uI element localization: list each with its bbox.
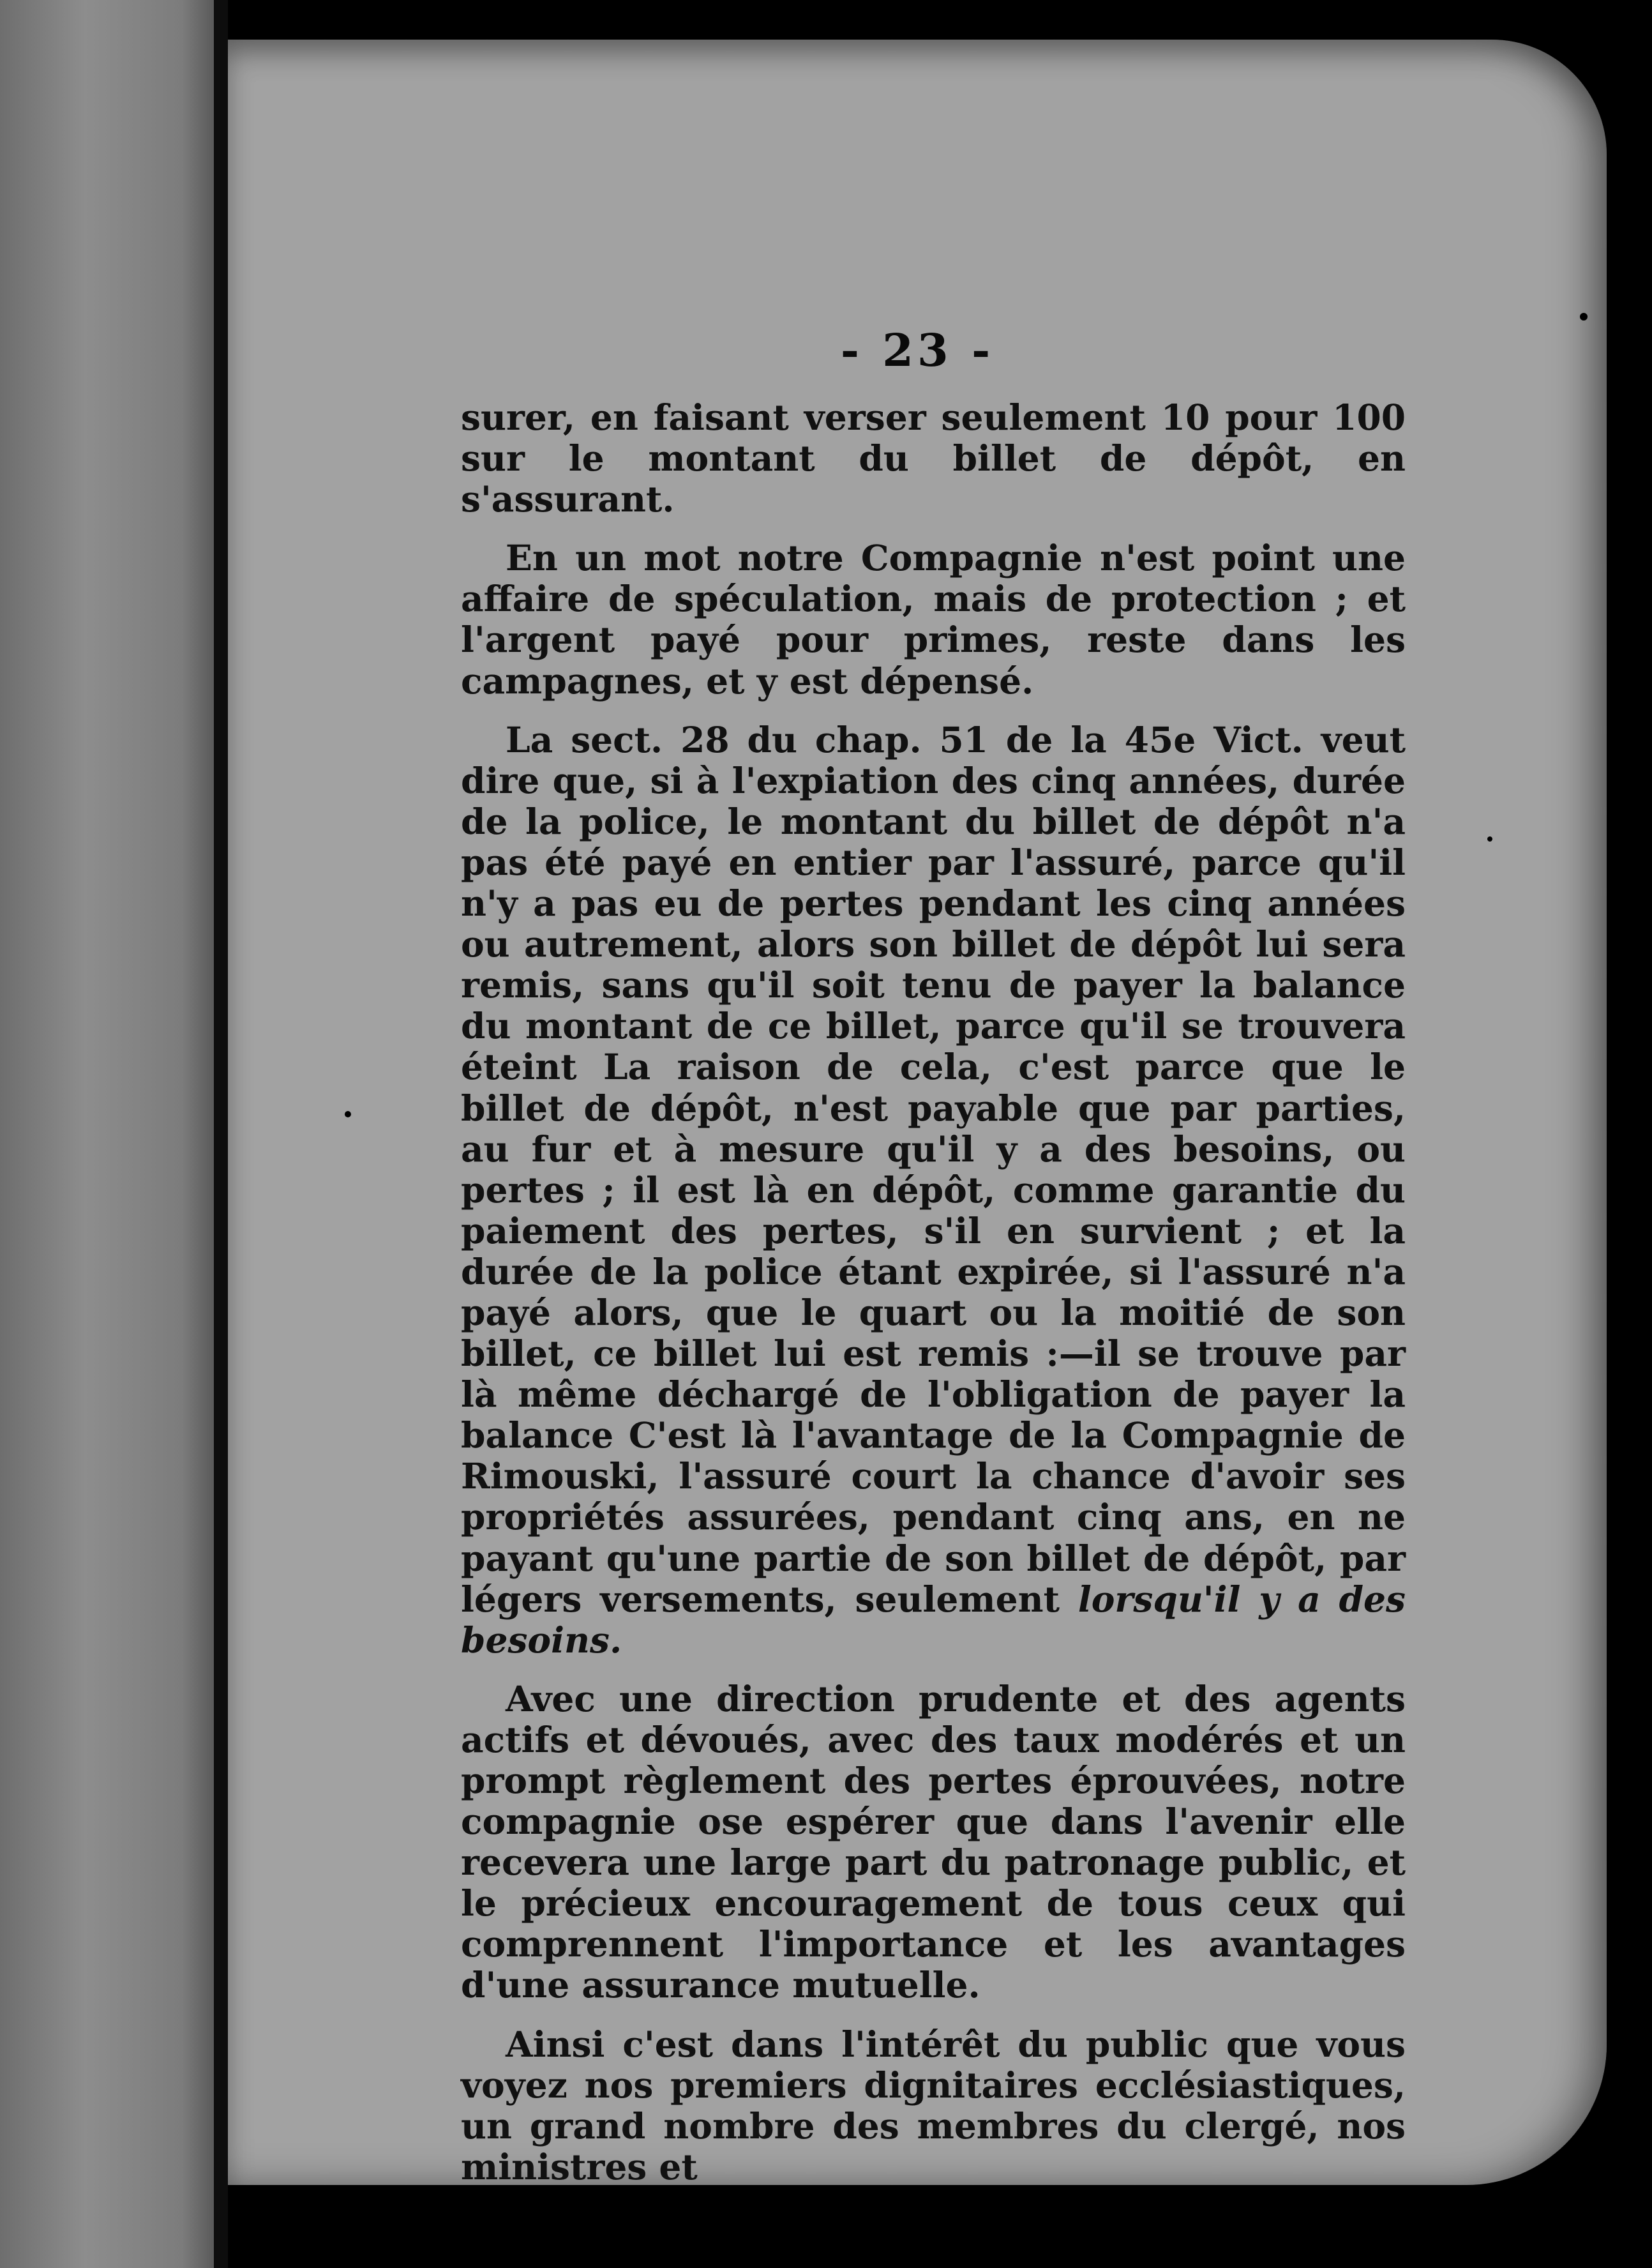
paragraph-3-text: La sect. 28 du chap. 51 de la 45e Vict. veut dire que, si à l'expiation des cinq années, durée de la police, le montant du billet de dépôt n'a pas été payé en entier par l'assuré, parce qu'il n'y a pas eu de pertes pendant les cinq années ou autrement, alors son billet de dépôt lui sera remis, sans qu'il soit tenu de payer la balance du montant de ce billet, parce qu'il se trouvera éteint La raison de cela, c'est parce que le billet de dépôt, n'est payable que par parties, au fur et à mesure qu'il y a des besoins, ou pertes ; il est là en dépôt, comme garantie du paiement des pertes, s'il en survient ; et la durée de la police étant expirée, si l'assuré n'a payé alors, que le quart ou la moitié de son billet, ce billet lui est remis :—il se trouve par là même déchargé de l'obligation de payer la balance C'est là l'avantage de la Compagnie de Rimouski, l'assuré court la chance d'avoir ses propriétés assurées, pendant cinq ans, en ne payant qu'une partie de son billet de dépôt, par légers versements, seulement [461,718,1406,1620]
document-page [228,40,1607,2188]
paragraph-4: Avec une direction prudente et des agents actifs et dévoués, avec des taux modérés et un prompt règlement des pertes éprouvées, notre compagnie ose espérer que dans l'avenir elle recevera une large part du patronage public, et le précieux encouragement de tous ceux qui comprennent l'importance et les avantages d'une assurance mutuelle. [461,1677,1406,2006]
italic-phrase: lorsqu'il y a des besoins. [461,1578,1406,1661]
paragraph-3 [461,720,1406,1661]
page-number: - 23 - [840,324,995,377]
speck-mark [345,1111,351,1117]
paragraph-2: En un mot notre Compagnie n'est point une affaire de spéculation, mais de protection ; et l'argent payé pour primes, reste dans les campagnes, et y est dépensé. [461,537,1406,702]
paragraph-5: Ainsi c'est dans l'intérêt du public que vous voyez nos premiers dignitaires ecclésiastiques, un grand nombre des membres du clergé, nos ministres et [461,2023,1406,2188]
paragraph-1: surer, en faisant verser seulement 10 pour 100 sur le montant du billet de dépôt, en s'assurant. [461,397,1406,520]
facing-page-edge [0,0,214,2268]
speck-mark [1487,836,1492,842]
speck-mark [1580,313,1588,321]
page-body [461,397,1406,2205]
page-gutter [214,0,228,2268]
